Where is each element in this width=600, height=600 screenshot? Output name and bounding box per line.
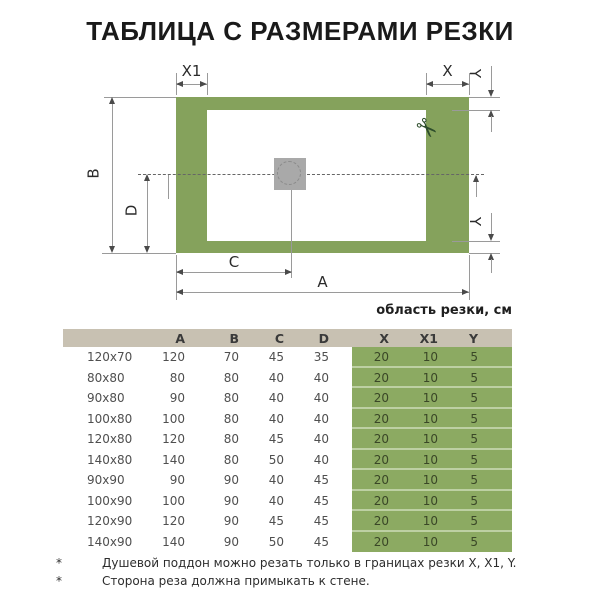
cell-d: 35: [313, 350, 329, 365]
footnote-marker: *: [56, 574, 62, 588]
dim-line: [102, 253, 176, 254]
cell-x: 20: [352, 450, 410, 471]
cell-b: 80: [223, 370, 239, 385]
cell-b: 70: [223, 350, 239, 365]
cell-b: 90: [223, 534, 239, 549]
cell-c: 40: [268, 473, 284, 488]
cell-x1: 10: [410, 511, 457, 532]
cell-y: 5: [457, 409, 512, 430]
row-name: 120x70: [87, 350, 133, 365]
dim-label-a: A: [317, 273, 328, 291]
arrowhead-icon: [488, 90, 494, 97]
dim-line: [207, 73, 208, 95]
cell-x1: 10: [410, 347, 457, 368]
cell-d: 40: [313, 452, 329, 467]
dim-label-y-top: Y: [466, 68, 485, 79]
dim-line: [147, 176, 148, 251]
cell-x: 20: [352, 491, 410, 512]
cell-d: 45: [313, 493, 329, 508]
drain-circle-icon: [277, 161, 301, 185]
cell-x: 20: [352, 368, 410, 389]
cell-x: 20: [352, 511, 410, 532]
drain-square: [274, 158, 306, 190]
cell-c: 40: [268, 370, 284, 385]
footnote: [56, 556, 556, 570]
cell-x: 20: [352, 532, 410, 553]
cell-c: 40: [268, 411, 284, 426]
dim-line: [112, 99, 113, 251]
footnote-text: Душевой поддон можно резать только в границах резки X, X1, Y.: [102, 556, 517, 570]
cell-d: 40: [313, 411, 329, 426]
arrowhead-icon: [462, 81, 469, 87]
cell-d: 40: [313, 370, 329, 385]
scissors-icon: ✂: [407, 110, 445, 148]
table-row: [63, 491, 512, 512]
cell-x1: 10: [410, 532, 457, 553]
cell-x1: 10: [410, 491, 457, 512]
cell-a: 80: [169, 370, 185, 385]
cell-a: 90: [169, 391, 185, 406]
cell-x1: 10: [410, 429, 457, 450]
table-row: [63, 368, 512, 389]
row-name: 90x80: [87, 391, 125, 406]
cut-area-label: область резки, см: [376, 303, 512, 318]
dim-label-b: B: [84, 168, 103, 179]
table-row: [63, 347, 512, 368]
col-header-x1: X1: [419, 330, 438, 346]
cell-y: 5: [457, 470, 512, 491]
row-name: 140x80: [87, 452, 133, 467]
cell-x1: 10: [410, 470, 457, 491]
cell-x1: 10: [410, 450, 457, 471]
cell-b: 80: [223, 411, 239, 426]
table-row: [63, 511, 512, 532]
table-row: [63, 429, 512, 450]
dim-label-x: X: [442, 62, 453, 80]
dim-line: [176, 272, 292, 273]
cell-b: 90: [223, 514, 239, 529]
dim-line: [491, 259, 492, 273]
cell-x: 20: [352, 429, 410, 450]
cell-x: 20: [352, 388, 410, 409]
col-header-b: B: [229, 330, 239, 346]
cell-c: 40: [268, 391, 284, 406]
cell-y: 5: [457, 491, 512, 512]
table-row: [63, 532, 512, 553]
table-row: [63, 450, 512, 471]
row-name: 100x90: [87, 493, 133, 508]
cell-y: 5: [457, 347, 512, 368]
size-table: [63, 329, 512, 552]
cell-c: 45: [268, 432, 284, 447]
col-header-y: Y: [468, 330, 478, 346]
cell-a: 100: [162, 411, 185, 426]
dim-line: [176, 292, 469, 293]
dim-label-c: C: [228, 253, 240, 271]
dim-line: [491, 116, 492, 132]
cell-b: 80: [223, 432, 239, 447]
cell-d: 40: [313, 432, 329, 447]
cell-a: 120: [162, 514, 185, 529]
cell-y: 5: [457, 368, 512, 389]
arrowhead-icon: [200, 81, 207, 87]
col-header-c: C: [274, 330, 284, 346]
col-header-name: [63, 329, 145, 347]
dim-line: [469, 255, 470, 300]
cell-y: 5: [457, 532, 512, 553]
dim-label-x1: X1: [181, 62, 202, 80]
cell-c: 45: [268, 514, 284, 529]
cell-a: 140: [162, 534, 185, 549]
cell-c: 50: [268, 534, 284, 549]
cell-a: 120: [162, 350, 185, 365]
page-title: ТАБЛИЦА С РАЗМЕРАМИ РЕЗКИ: [86, 16, 514, 46]
arrowhead-icon: [109, 246, 115, 253]
dim-line: [168, 175, 169, 199]
dim-line: [491, 66, 492, 91]
arrowhead-icon: [176, 81, 183, 87]
cell-x: 20: [352, 347, 410, 368]
row-name: 100x80: [87, 411, 133, 426]
cell-y: 5: [457, 450, 512, 471]
arrowhead-icon: [109, 97, 115, 104]
dim-line: [469, 253, 500, 254]
row-name: 140x90: [87, 534, 133, 549]
row-name: 90x90: [87, 473, 125, 488]
tray-inner-area: [207, 110, 426, 241]
dim-line: [469, 97, 500, 98]
cell-x: 20: [352, 470, 410, 491]
row-name: 120x80: [87, 432, 133, 447]
cell-a: 100: [162, 493, 185, 508]
dim-label-d: D: [122, 204, 141, 217]
cell-y: 5: [457, 429, 512, 450]
col-header-x: X: [379, 330, 389, 346]
arrowhead-icon: [488, 234, 494, 241]
footnote-marker: *: [56, 556, 62, 570]
row-name: 80x80: [87, 370, 125, 385]
cell-d: 45: [313, 473, 329, 488]
arrowhead-icon: [144, 246, 150, 253]
cell-x1: 10: [410, 409, 457, 430]
dim-line: [491, 213, 492, 235]
cell-x1: 10: [410, 368, 457, 389]
arrowhead-icon: [144, 174, 150, 181]
table-row: [63, 409, 512, 430]
arrowhead-icon: [473, 175, 479, 182]
footnote-text: Сторона реза должна примыкать к стене.: [102, 574, 370, 588]
cell-b: 80: [223, 452, 239, 467]
cell-d: 45: [313, 534, 329, 549]
cell-b: 90: [223, 473, 239, 488]
center-dashed-line: [138, 174, 484, 175]
footnote: [56, 574, 556, 588]
cell-x1: 10: [410, 388, 457, 409]
cell-d: 45: [313, 514, 329, 529]
col-header-d: D: [318, 330, 329, 346]
col-header-a: A: [175, 330, 185, 346]
row-name: 120x90: [87, 514, 133, 529]
cell-x: 20: [352, 409, 410, 430]
cell-y: 5: [457, 388, 512, 409]
dim-label-y-bottom: Y: [466, 216, 485, 227]
table-row: [63, 470, 512, 491]
cell-b: 80: [223, 391, 239, 406]
cell-c: 40: [268, 493, 284, 508]
dim-line: [452, 241, 500, 242]
table-header-row: [63, 329, 512, 347]
cell-a: 120: [162, 432, 185, 447]
cell-c: 50: [268, 452, 284, 467]
cell-a: 90: [169, 473, 185, 488]
cell-y: 5: [457, 511, 512, 532]
cell-b: 90: [223, 493, 239, 508]
cell-a: 140: [162, 452, 185, 467]
arrowhead-icon: [426, 81, 433, 87]
table-row: [63, 388, 512, 409]
cell-c: 45: [268, 350, 284, 365]
cell-d: 40: [313, 391, 329, 406]
